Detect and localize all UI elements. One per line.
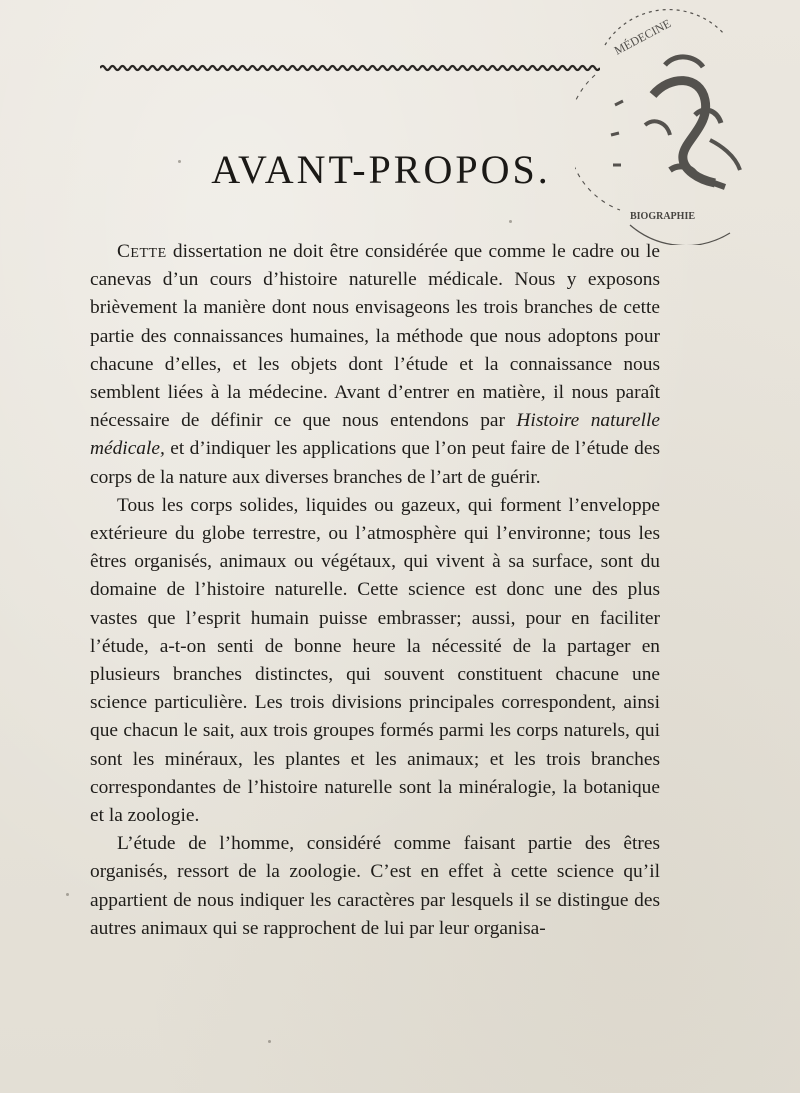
paper-speck xyxy=(66,893,69,896)
svg-text:MÉDECINE: MÉDECINE xyxy=(611,16,674,58)
body-text xyxy=(90,238,660,943)
paper-speck xyxy=(509,220,512,223)
page-title: AVANT-PROPOS. xyxy=(211,147,551,192)
library-stamp-icon xyxy=(575,5,745,245)
svg-text:BIOGRAPHIE: BIOGRAPHIE xyxy=(630,211,696,222)
decorative-rule xyxy=(100,64,600,72)
paragraph-1 xyxy=(90,238,660,492)
paragraph-1-text: dissertation ne doit être considérée que comme le cadre ou le canevas d’un cours d’histoire naturelle médicale. Nous y exposons brièvement la manière dont nous envisageons les trois branches de cette partie des connaissances humaines, la méthode que nous adoptons pour chacune d’elles, et les objets dont l’étude et la connaissance nous semblent liées à la médecine. Avant d’entrer en matière, il nous paraît nécessaire de définir ce que nous entendons par xyxy=(90,241,660,432)
paragraph-2: Tous les corps solides, liquides ou gazeux, qui forment l’enveloppe extérieure du globe terrestre, ou l’atmosphère qui l’environne; tous les êtres organisés, animaux ou végétaux, qui vivent à sa surface, sont du domaine de l’histoire naturelle. Cette science est donc une des plus vastes que l’esprit humain puisse embrasser; aussi, pour en faciliter l’étude, a-t-on senti de bonne heure la nécessité de la partager en plusieurs branches distinctes, qui souvent constituent chacune une science particulière. Les trois divisions principales correspondent, ainsi que chacun le sait, aux trois groupes formés parmi les corps naturels, qui sont les minéraux, les plantes et les animaux; et les trois branches correspondantes de l’histoire naturelle sont la minéralogie, la botanique et la zoologie. xyxy=(90,494,660,827)
paper-speck xyxy=(178,160,181,163)
paragraph-3: L’étude de l’homme, considéré comme faisant partie des êtres organisés, ressort de la zoologie. C’est en effet à cette science qu’il appartient de nous indiquer les caractères par lesquels il se distingue des autres animaux qui se rapprochent de lui par leur organisa- xyxy=(90,833,660,939)
paragraph-1-lead: Cette xyxy=(117,241,167,262)
paragraph-1-italic: Histoire naturelle médicale, xyxy=(90,410,660,460)
paragraph-1-text-end: et d’indiquer les applications que l’on peut faire de l’étude des corps de la nature aux diverses branches de l’art de guérir. xyxy=(90,438,660,488)
paper-speck xyxy=(268,1040,271,1043)
